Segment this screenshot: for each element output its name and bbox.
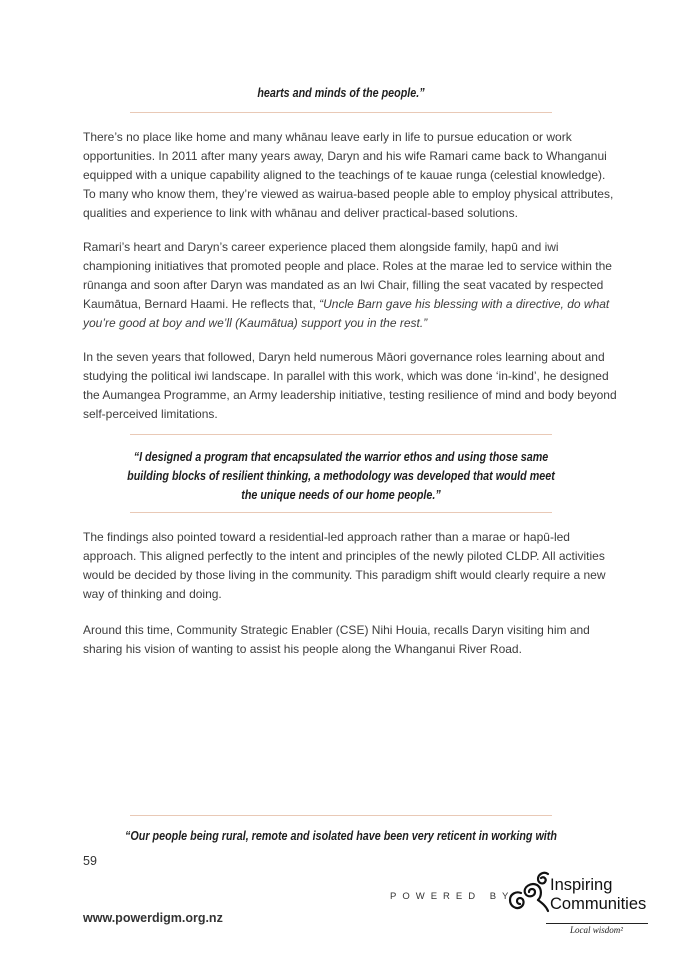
paragraph-line: The findings also pointed toward a residential-led approach rather than a marae or hapū-led xyxy=(83,530,570,544)
paragraph-line: would be decided by those living in the community. This paradigm shift would clearly require a new xyxy=(83,568,606,582)
logo-tagline: Local wisdom² xyxy=(570,925,623,935)
top-quote: hearts and minds of the people.” xyxy=(257,86,425,100)
paragraph-line: In the seven years that followed, Daryn held numerous Māori governance roles learning about and xyxy=(83,350,605,364)
pull-quote xyxy=(48,448,635,505)
paragraph-line: There’s no place like home and many whānau leave early in life to pursue education or work xyxy=(83,130,572,144)
inline-quote: “Uncle Barn gave his blessing with a directive, do what xyxy=(319,297,610,311)
pull-quote-top-divider xyxy=(130,434,552,435)
triple-spiral-icon xyxy=(508,870,550,914)
paragraph-line: equipped with a unique capability aligned to the teachings of te kauae runga (celestial knowledge). xyxy=(83,168,606,182)
paragraph-line: approach. This aligned perfectly to the intent and principles of the newly piloted CLDP. All activities xyxy=(83,549,605,563)
paragraph-1 xyxy=(83,128,614,223)
paragraph-5 xyxy=(83,621,603,659)
website-link[interactable]: www.powerdigm.org.nz xyxy=(83,911,223,925)
paragraph-2 xyxy=(83,238,612,333)
pull-quote-line: the unique needs of our home people.” xyxy=(241,488,441,502)
paragraph-line: qualities and experience to link with whānau and deliver practical-based solutions. xyxy=(83,206,518,220)
bottom-quote-divider xyxy=(130,815,552,816)
powered-by-label: POWERED BY xyxy=(390,891,515,902)
paragraph-line: opportunities. In 2011 after many years away, Daryn and his wife Ramari came back to Whanganui xyxy=(83,149,607,163)
logo-text-line2: Communities xyxy=(550,895,647,913)
logo-text-line1: Inspiring xyxy=(550,876,613,894)
paragraph-line: way of thinking and doing. xyxy=(83,587,222,601)
paragraph-line: To many who know them, they’re viewed as wairua-based people able to employ physical attributes, xyxy=(83,187,614,201)
paragraph-4 xyxy=(83,528,606,604)
page-number: 59 xyxy=(83,854,97,868)
paragraph-line xyxy=(83,295,610,314)
paragraph-line: championing initiatives that promoted people and place. Roles at the marae led to service within the xyxy=(83,259,612,273)
bottom-quote: “Our people being rural, remote and isolated have been very reticent in working with xyxy=(125,829,557,843)
pull-quote-line: “I designed a program that encapsulated the warrior ethos and using those same xyxy=(133,450,549,464)
paragraph-line: Ramari’s heart and Daryn’s career experience placed them alongside family, hapū and iwi xyxy=(83,240,559,254)
paragraph-line: studying the political iwi landscape. In parallel with this work, which was done ‘in-kind’, he designed xyxy=(83,369,609,383)
paragraph-line: self-perceived limitations. xyxy=(83,407,218,421)
pull-quote-bottom-divider xyxy=(130,512,552,513)
pull-quote-line: building blocks of resilient thinking, a methodology was developed that would meet xyxy=(127,469,555,483)
paragraph-text: Kaumātua, Bernard Haami. He reflects that, xyxy=(83,297,320,311)
paragraph-line: the Aumangea Programme, an Army leadership initiative, testing resilience of mind and body beyond xyxy=(83,388,617,402)
logo-underline xyxy=(546,923,648,924)
paragraph-line: rūnanga and soon after Daryn was mandated as an Iwi Chair, filling the seat vacated by respected xyxy=(83,278,604,292)
paragraph-3 xyxy=(83,348,617,424)
paragraph-line: Around this time, Community Strategic Enabler (CSE) Nihi Houia, recalls Daryn visiting him and xyxy=(83,623,590,637)
inline-quote: you’re good at boy and we’ll (Kaumātua) support you in the rest.” xyxy=(83,316,428,330)
paragraph-line: sharing his vision of wanting to assist his people along the Whanganui River Road. xyxy=(83,642,522,656)
top-quote-divider xyxy=(130,112,552,113)
inspiring-communities-logo xyxy=(508,868,658,938)
